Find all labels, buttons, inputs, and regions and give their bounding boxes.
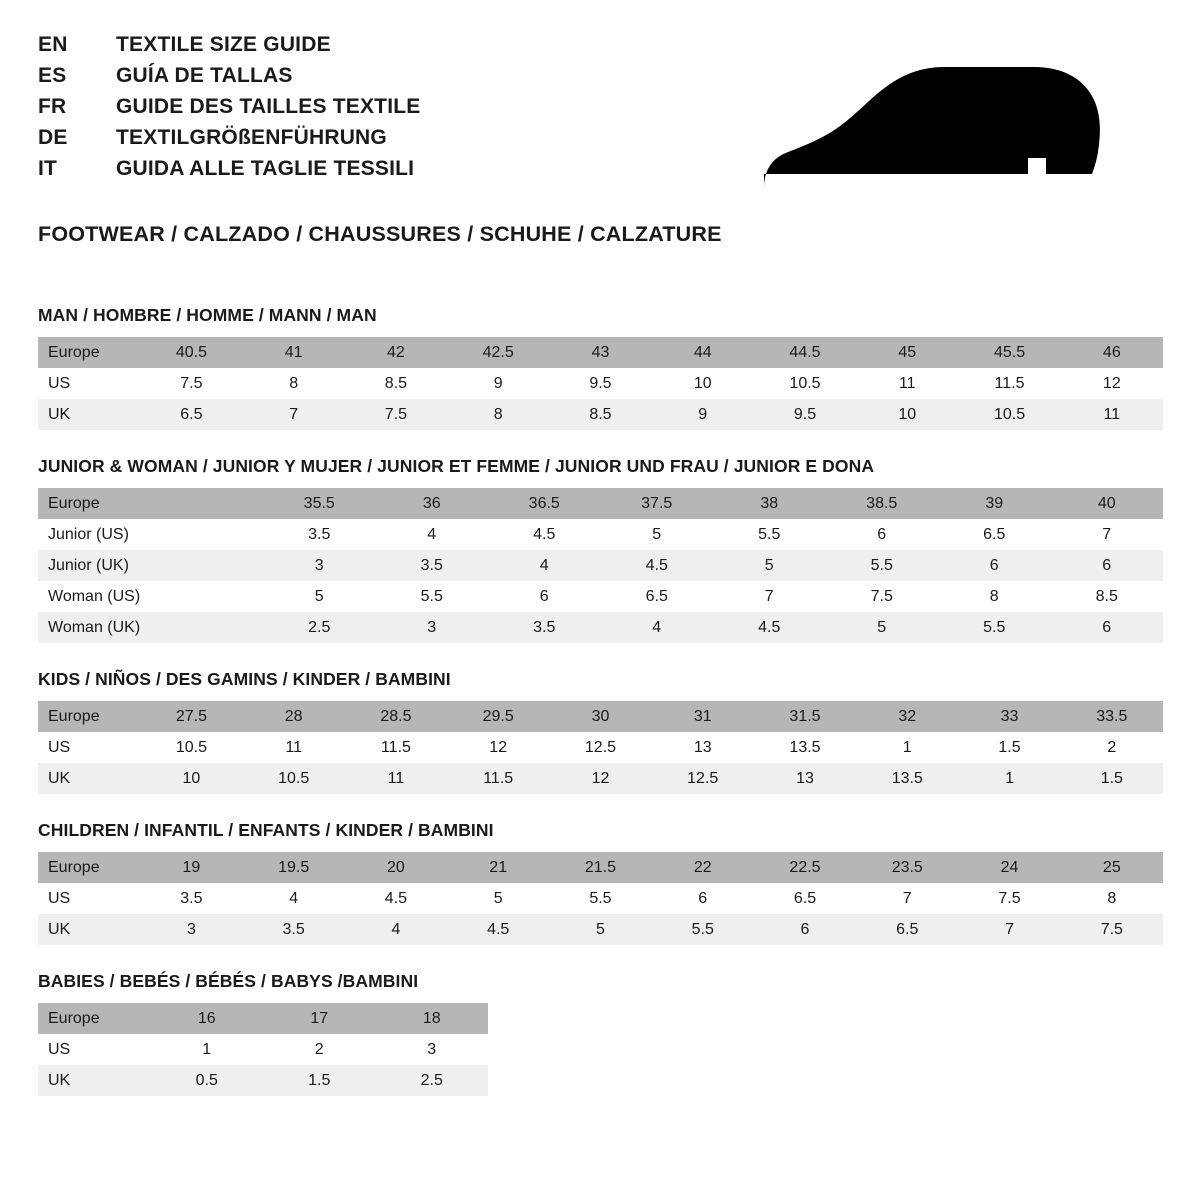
cell: 6 <box>938 550 1051 581</box>
cell: 8 <box>447 399 549 430</box>
row-label: US <box>38 732 140 763</box>
cell: 9 <box>447 368 549 399</box>
table-row <box>38 763 1163 794</box>
cell: 6.5 <box>938 519 1051 550</box>
cell: 0.5 <box>151 1065 264 1096</box>
cell: 10.5 <box>140 732 242 763</box>
cell: 5.5 <box>549 883 651 914</box>
cell: 1 <box>958 763 1060 794</box>
cell: 31 <box>652 701 754 732</box>
table-row <box>38 883 1163 914</box>
language-row <box>38 158 420 179</box>
language-row <box>38 65 420 86</box>
cell: 7.5 <box>826 581 939 612</box>
section-man <box>38 305 1162 430</box>
language-title-list <box>38 34 420 189</box>
cell: 13 <box>754 763 856 794</box>
cell: 7.5 <box>958 883 1060 914</box>
cell: 8 <box>938 581 1051 612</box>
row-label: Europe <box>38 852 140 883</box>
cell: 25 <box>1061 852 1163 883</box>
cell: 9.5 <box>549 368 651 399</box>
cell: 7 <box>243 399 345 430</box>
cell: 4.5 <box>447 914 549 945</box>
cell: 10.5 <box>243 763 345 794</box>
cell: 28 <box>243 701 345 732</box>
cell: 44.5 <box>754 337 856 368</box>
table-row <box>38 399 1163 430</box>
row-label: Junior (US) <box>38 519 151 550</box>
cell: 4.5 <box>345 883 447 914</box>
cell: 21.5 <box>549 852 651 883</box>
cell: 6 <box>652 883 754 914</box>
cell: 23.5 <box>856 852 958 883</box>
language-row <box>38 127 420 148</box>
cell: 21 <box>447 852 549 883</box>
cell: 8.5 <box>549 399 651 430</box>
cell: 16 <box>151 1003 264 1034</box>
language-title: GUIDA ALLE TAGLIE TESSILI <box>116 157 415 180</box>
cell: 1 <box>856 732 958 763</box>
cell: 37.5 <box>601 488 714 519</box>
cell: 3.5 <box>243 914 345 945</box>
cell: 6 <box>1051 550 1164 581</box>
cell: 10 <box>652 368 754 399</box>
cell: 3.5 <box>488 612 601 643</box>
cell: 3 <box>376 612 489 643</box>
cell: 31.5 <box>754 701 856 732</box>
cell: 17 <box>263 1003 376 1034</box>
size-table-junior-woman <box>38 488 1163 643</box>
section-title: KIDS / NIÑOS / DES GAMINS / KINDER / BAMBINI <box>38 669 451 689</box>
cell: 7 <box>1051 519 1164 550</box>
cell: 1.5 <box>263 1065 376 1096</box>
cell: 5.5 <box>376 581 489 612</box>
cell: 5 <box>549 914 651 945</box>
cell: 8 <box>1061 883 1163 914</box>
cell: 3 <box>140 914 242 945</box>
cell <box>151 581 264 612</box>
cell: 44 <box>652 337 754 368</box>
language-title: GUIDE DES TAILLES TEXTILE <box>116 95 421 118</box>
cell: 45 <box>856 337 958 368</box>
cell: 12 <box>447 732 549 763</box>
cell: 32 <box>856 701 958 732</box>
language-code: FR <box>38 95 67 118</box>
cell: 24 <box>958 852 1060 883</box>
cell: 41 <box>243 337 345 368</box>
cell: 29.5 <box>447 701 549 732</box>
section-title: JUNIOR & WOMAN / JUNIOR Y MUJER / JUNIOR ET FEMME / JUNIOR UND FRAU / JUNIOR E DONA <box>38 456 875 476</box>
cell: 33.5 <box>1061 701 1163 732</box>
table-row <box>38 337 1163 368</box>
cell: 6 <box>1051 612 1164 643</box>
cell: 8.5 <box>1051 581 1164 612</box>
cell: 13 <box>652 732 754 763</box>
section-children <box>38 820 1162 945</box>
table-row <box>38 1034 488 1065</box>
cell: 36 <box>376 488 489 519</box>
cell: 28.5 <box>345 701 447 732</box>
row-label: US <box>38 368 140 399</box>
page-header <box>38 34 1162 196</box>
language-title: GUÍA DE TALLAS <box>116 64 293 87</box>
cell <box>151 550 264 581</box>
cell: 5 <box>263 581 376 612</box>
cell: 11 <box>345 763 447 794</box>
cell: 5 <box>826 612 939 643</box>
cell: 30 <box>549 701 651 732</box>
cell: 5.5 <box>826 550 939 581</box>
cell: 3 <box>263 550 376 581</box>
cell: 2.5 <box>376 1065 489 1096</box>
cell: 10.5 <box>754 368 856 399</box>
cell: 1.5 <box>1061 763 1163 794</box>
cell: 7 <box>958 914 1060 945</box>
cell: 39 <box>938 488 1051 519</box>
language-code: ES <box>38 64 67 87</box>
cell: 6.5 <box>754 883 856 914</box>
cell: 6 <box>754 914 856 945</box>
cell: 4 <box>345 914 447 945</box>
cell: 5.5 <box>652 914 754 945</box>
section-title: CHILDREN / INFANTIL / ENFANTS / KINDER / BAMBINI <box>38 820 494 840</box>
cell <box>151 488 264 519</box>
row-label: Europe <box>38 701 140 732</box>
cell: 11.5 <box>345 732 447 763</box>
cell <box>151 612 264 643</box>
row-label: US <box>38 883 140 914</box>
cell: 3.5 <box>376 550 489 581</box>
table-row <box>38 1003 488 1034</box>
cell: 11 <box>243 732 345 763</box>
row-label: US <box>38 1034 151 1065</box>
cell: 27.5 <box>140 701 242 732</box>
cell: 7 <box>713 581 826 612</box>
cell: 2 <box>263 1034 376 1065</box>
cell: 13.5 <box>856 763 958 794</box>
size-table-kids <box>38 701 1163 794</box>
table-row <box>38 550 1163 581</box>
row-label: Europe <box>38 337 140 368</box>
cell: 10 <box>140 763 242 794</box>
cell: 7.5 <box>1061 914 1163 945</box>
cell: 4 <box>243 883 345 914</box>
cell: 19 <box>140 852 242 883</box>
cell: 2 <box>1061 732 1163 763</box>
cell: 6.5 <box>140 399 242 430</box>
cell: 19.5 <box>243 852 345 883</box>
cell: 6.5 <box>856 914 958 945</box>
cell: 6 <box>488 581 601 612</box>
row-label: UK <box>38 763 140 794</box>
language-code: IT <box>38 157 58 180</box>
dress-shoe-icon <box>762 66 1102 196</box>
cell: 11 <box>1061 399 1163 430</box>
cell <box>151 519 264 550</box>
language-title: TEXTILE SIZE GUIDE <box>116 33 331 56</box>
size-table-man <box>38 337 1163 430</box>
cell: 11.5 <box>958 368 1060 399</box>
cell: 12 <box>1061 368 1163 399</box>
cell: 4.5 <box>713 612 826 643</box>
table-row <box>38 914 1163 945</box>
section-kids <box>38 669 1162 794</box>
cell: 38.5 <box>826 488 939 519</box>
cell: 7 <box>856 883 958 914</box>
cell: 9.5 <box>754 399 856 430</box>
cell: 4 <box>488 550 601 581</box>
cell: 9 <box>652 399 754 430</box>
section-title: BABIES / BEBÉS / BÉBÉS / BABYS /BAMBINI <box>38 971 419 991</box>
size-table-children <box>38 852 1163 945</box>
cell: 42.5 <box>447 337 549 368</box>
cell: 4.5 <box>488 519 601 550</box>
cell: 22 <box>652 852 754 883</box>
table-row <box>38 732 1163 763</box>
cell: 35.5 <box>263 488 376 519</box>
cell: 4 <box>601 612 714 643</box>
cell: 6 <box>826 519 939 550</box>
size-tables <box>38 305 1162 1096</box>
cell: 6.5 <box>601 581 714 612</box>
cell: 7.5 <box>140 368 242 399</box>
cell: 12 <box>549 763 651 794</box>
table-row <box>38 519 1163 550</box>
cell: 8.5 <box>345 368 447 399</box>
cell: 5 <box>713 550 826 581</box>
cell: 46 <box>1061 337 1163 368</box>
cell: 3.5 <box>140 883 242 914</box>
cell: 42 <box>345 337 447 368</box>
row-label: Woman (UK) <box>38 612 151 643</box>
cell: 1 <box>151 1034 264 1065</box>
cell: 3.5 <box>263 519 376 550</box>
table-row <box>38 488 1163 519</box>
cell: 8 <box>243 368 345 399</box>
cell: 3 <box>376 1034 489 1065</box>
cell: 5.5 <box>713 519 826 550</box>
footwear-category-title: FOOTWEAR / CALZADO / CHAUSSURES / SCHUHE / CALZATURE <box>38 222 722 246</box>
row-label: UK <box>38 914 140 945</box>
language-row <box>38 34 420 55</box>
cell: 10 <box>856 399 958 430</box>
table-row <box>38 701 1163 732</box>
language-title: TEXTILGRÖßENFÜHRUNG <box>116 126 387 149</box>
cell: 13.5 <box>754 732 856 763</box>
cell: 2.5 <box>263 612 376 643</box>
cell: 7.5 <box>345 399 447 430</box>
cell: 12.5 <box>652 763 754 794</box>
cell: 33 <box>958 701 1060 732</box>
row-label: UK <box>38 399 140 430</box>
row-label: UK <box>38 1065 151 1096</box>
cell: 1.5 <box>958 732 1060 763</box>
section-junior-woman <box>38 456 1162 643</box>
cell: 22.5 <box>754 852 856 883</box>
row-label: Europe <box>38 488 151 519</box>
size-table-babies <box>38 1003 488 1096</box>
cell: 36.5 <box>488 488 601 519</box>
section-babies <box>38 971 1162 1096</box>
language-row <box>38 96 420 117</box>
language-code: DE <box>38 126 68 149</box>
table-row <box>38 852 1163 883</box>
table-row <box>38 612 1163 643</box>
section-title: MAN / HOMBRE / HOMME / MANN / MAN <box>38 305 377 325</box>
cell: 45.5 <box>958 337 1060 368</box>
cell: 40 <box>1051 488 1164 519</box>
cell: 11 <box>856 368 958 399</box>
cell: 18 <box>376 1003 489 1034</box>
table-row <box>38 1065 488 1096</box>
table-row <box>38 581 1163 612</box>
cell: 38 <box>713 488 826 519</box>
cell: 43 <box>549 337 651 368</box>
cell: 10.5 <box>958 399 1060 430</box>
cell: 4.5 <box>601 550 714 581</box>
cell: 5 <box>601 519 714 550</box>
cell: 11.5 <box>447 763 549 794</box>
table-row <box>38 368 1163 399</box>
cell: 5.5 <box>938 612 1051 643</box>
cell: 40.5 <box>140 337 242 368</box>
row-label: Europe <box>38 1003 151 1034</box>
language-code: EN <box>38 33 68 56</box>
cell: 4 <box>376 519 489 550</box>
cell: 5 <box>447 883 549 914</box>
row-label: Woman (US) <box>38 581 151 612</box>
row-label: Junior (UK) <box>38 550 151 581</box>
cell: 20 <box>345 852 447 883</box>
cell: 12.5 <box>549 732 651 763</box>
